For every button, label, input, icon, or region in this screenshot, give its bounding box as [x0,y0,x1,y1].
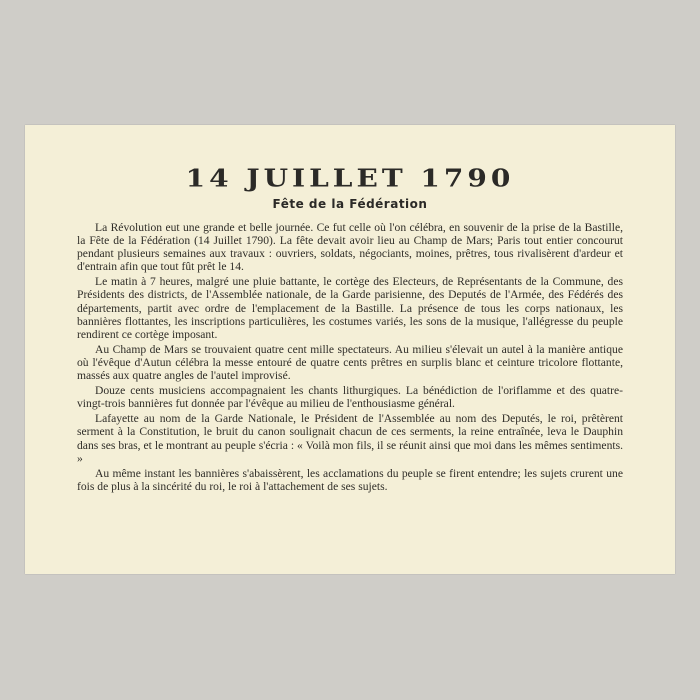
paragraph-1: La Révolution eut une grande et belle journée. Ce fut celle où l'on célébra, en souvenir de la prise de la Bastille, la Fête de la Fédération (14 Juillet 1790). La fête devait avoir lieu au Champ de Mars; Paris tout entier concourut pendant plusieurs semaines aux travaux : ouvriers, soldats, négociants, moines, prêtres, tous rivalisèrent d'ardeur et d'entrain afin que tout fût prêt le 14. [77,221,623,274]
document-card [25,125,675,574]
paragraph-6: Au même instant les bannières s'abaissèrent, les acclamations du peuple se firent entendre; les sujets crurent une fois de plus à la sincérité du roi, le roi à l'attachement de ses sujets. [77,466,623,493]
document-body [77,221,623,493]
paragraph-2: Le matin à 7 heures, malgré une pluie battante, le cortège des Electeurs, de Représentants de la Commune, des Présidents des districts, de l'Assemblée nationale, de la Garde parisienne, des Deputés de l'Armée, des Fédérés des départements, partit avec ordre de l'emplacement de la Bastille. La présence de tous les corps nationaux, les bannières flottantes, les inscriptions particulières, les costumes variés, les sons de la musique, l'allégresse du peuple rendirent ce cortège imposant. [77,275,623,341]
paragraph-5: Lafayette au nom de la Garde Nationale, le Président de l'Assemblée au nom des Deputés, le roi, prêtèrent serment à la Constitution, le bruit du canon soulignait chacun de ces serments, la reine entraînée, leva le Dauphin dans ses bras, et le montrant au peuple s'écria : « Voilà mon fils, il se réunit ainsi que moi dans les mêmes sentiments. » [77,412,623,465]
paragraph-3: Au Champ de Mars se trouvaient quatre cent mille spectateurs. Au milieu s'élevait un autel à la manière antique où l'évêque d'Autun célébra la messe entouré de quatre cents prêtres en surplis blanc et ceinture tricolore flottante, massés aux quatre angles de l'autel improvisé. [77,342,623,383]
page-subtitle: Fête de la Fédération [272,197,428,211]
page-title: 14 JUILLET 1790 [185,164,515,193]
paragraph-4: Douze cents musiciens accompagnaient les chants lithurgiques. La bénédiction de l'oriflamme et des quatre-vingt-trois bannières fut donnée par l'évêque au milieu de l'enthousiasme général. [77,384,623,411]
